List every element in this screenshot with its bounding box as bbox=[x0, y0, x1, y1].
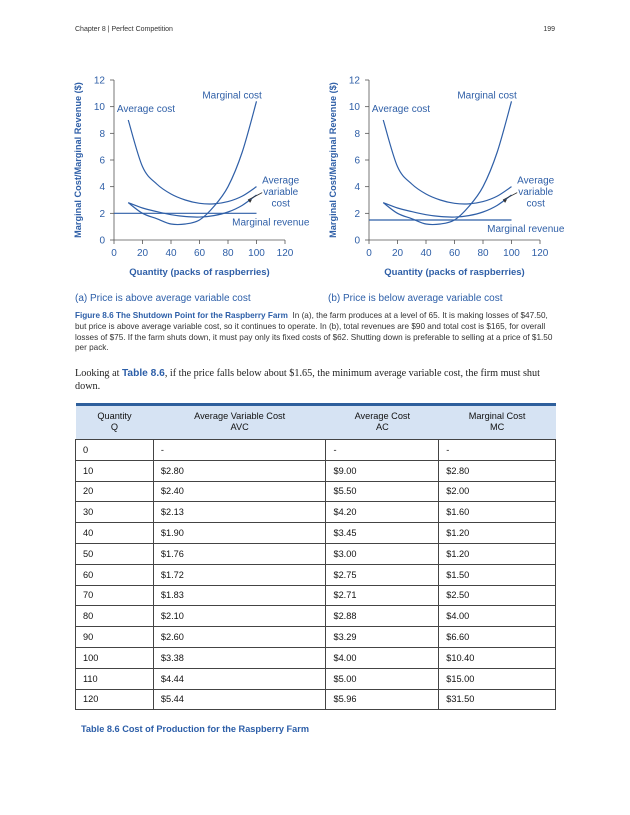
table-cell: $31.50 bbox=[439, 689, 556, 710]
table-cell: 80 bbox=[76, 606, 154, 627]
table-cell: $1.72 bbox=[153, 564, 326, 585]
table-cell: $3.45 bbox=[326, 523, 439, 544]
x-tick-label: 60 bbox=[448, 248, 461, 259]
table-cell: $1.50 bbox=[439, 564, 556, 585]
marginal-cost-label: Marginal cost bbox=[202, 90, 262, 102]
table-cell: 100 bbox=[76, 647, 154, 668]
x-tick-label: 40 bbox=[420, 248, 432, 259]
y-tick-label: 10 bbox=[348, 102, 360, 114]
table-cell: 0 bbox=[76, 440, 154, 461]
table-cell: $15.00 bbox=[439, 668, 556, 689]
x-tick-label: 80 bbox=[477, 248, 489, 259]
marginal-cost-curve bbox=[128, 101, 256, 224]
header-line: Q bbox=[110, 422, 119, 432]
table-caption: Table 8.6 Cost of Production for the Raspberry Farm bbox=[81, 724, 310, 734]
header-line: Average Variable Cost bbox=[194, 411, 286, 421]
table-cell: $2.60 bbox=[153, 627, 326, 648]
panel-a-label: (a) Price is above average variable cost bbox=[75, 293, 251, 304]
table-cell: $2.75 bbox=[326, 564, 439, 585]
intro-text-before: Looking at bbox=[75, 368, 122, 379]
y-tick-label: 0 bbox=[354, 235, 360, 247]
table-row bbox=[76, 440, 556, 461]
table-cell: - bbox=[326, 440, 439, 461]
table-cell: $5.00 bbox=[326, 668, 439, 689]
average-cost-label: Average cost bbox=[116, 104, 176, 115]
table-cell: $10.40 bbox=[439, 647, 556, 668]
average-variable-cost-label-line: cost bbox=[526, 198, 545, 210]
panel-b-label: (b) Price is below average variable cost bbox=[328, 293, 503, 304]
average-variable-cost-label-line: variable bbox=[518, 186, 554, 198]
table-cell: $2.13 bbox=[153, 502, 326, 523]
table-body bbox=[76, 440, 556, 710]
x-tick-label: 100 bbox=[503, 248, 520, 259]
header-mc bbox=[439, 405, 556, 440]
table-reference-link[interactable]: Table 8.6 bbox=[121, 368, 165, 379]
table-cell: $4.00 bbox=[326, 647, 439, 668]
table-cell: $3.00 bbox=[326, 543, 439, 564]
y-tick-label: 8 bbox=[354, 128, 360, 140]
table-cell: $1.76 bbox=[153, 543, 326, 564]
table-cell: $1.90 bbox=[153, 523, 326, 544]
y-tick-label: 4 bbox=[99, 182, 105, 194]
table-cell: $1.20 bbox=[439, 543, 556, 564]
table-cell: $2.80 bbox=[439, 460, 556, 481]
header-line: Marginal Cost bbox=[468, 411, 526, 421]
chart-panel-a bbox=[68, 62, 310, 280]
x-tick-label: 20 bbox=[136, 248, 149, 259]
table-cell: $4.00 bbox=[439, 606, 556, 627]
table-row bbox=[76, 523, 556, 544]
average-cost-label: Average cost bbox=[371, 104, 431, 115]
figure-caption-text: In (a), the farm produces at a level of 65. It is making losses of $47.50, but price is above average variable cost, so it continues to operate. In (b), total revenues are $90 and total cost is $165, for overall losses of $75. If the farm shuts down, it must pay only its fixed costs of $62. Shutting down is preferable to selling at a price of $1.50 per pack. bbox=[75, 311, 553, 353]
table-cell: $6.60 bbox=[439, 627, 556, 648]
y-tick-label: 2 bbox=[354, 208, 360, 220]
y-tick-label: 10 bbox=[93, 102, 105, 114]
table-cell: $1.60 bbox=[439, 502, 556, 523]
table-row bbox=[76, 481, 556, 502]
table-cell: 20 bbox=[76, 481, 154, 502]
header-line: MC bbox=[489, 422, 505, 432]
table-row bbox=[76, 627, 556, 648]
table-cell: $9.00 bbox=[326, 460, 439, 481]
table-cell: 70 bbox=[76, 585, 154, 606]
x-tick-label: 80 bbox=[222, 248, 234, 259]
average-cost-curve bbox=[383, 120, 511, 204]
table-row bbox=[76, 689, 556, 710]
header-line: AC bbox=[375, 422, 389, 432]
table-header-row bbox=[76, 405, 556, 440]
running-header-chapter: Chapter 8 | Perfect Competition bbox=[75, 26, 173, 33]
cost-table bbox=[75, 403, 556, 710]
x-tick-label: 0 bbox=[111, 248, 117, 259]
table-cell: 90 bbox=[76, 627, 154, 648]
average-variable-cost-label-line: Average bbox=[517, 175, 555, 187]
header-quantity bbox=[76, 405, 154, 440]
table-cell: $2.40 bbox=[153, 481, 326, 502]
table-cell: $4.20 bbox=[326, 502, 439, 523]
table-cell: $2.50 bbox=[439, 585, 556, 606]
header-line: Quantity bbox=[97, 411, 132, 421]
table-row bbox=[76, 606, 556, 627]
avc-pointer-line bbox=[248, 193, 262, 200]
table-row bbox=[76, 585, 556, 606]
table-cell: $3.38 bbox=[153, 647, 326, 668]
marginal-revenue-label: Marginal revenue bbox=[232, 217, 310, 229]
y-tick-label: 6 bbox=[99, 155, 105, 167]
y-axis-label: Marginal Cost/Marginal Revenue ($) bbox=[328, 82, 338, 238]
average-variable-cost-label-line: Average bbox=[262, 175, 300, 187]
table-cell: $1.20 bbox=[439, 523, 556, 544]
table-cell: $2.71 bbox=[326, 585, 439, 606]
table-row bbox=[76, 543, 556, 564]
table-cell: 40 bbox=[76, 523, 154, 544]
figure-caption-title: Figure 8.6 The Shutdown Point for the Raspberry Farm bbox=[75, 311, 288, 320]
intro-paragraph bbox=[75, 367, 555, 394]
figure-caption bbox=[75, 311, 555, 354]
table-cell: $2.80 bbox=[153, 460, 326, 481]
x-axis-label: Quantity (packs of raspberries) bbox=[129, 267, 270, 278]
table-cell: $3.29 bbox=[326, 627, 439, 648]
y-tick-label: 2 bbox=[99, 208, 105, 220]
y-tick-label: 6 bbox=[354, 155, 360, 167]
table-row bbox=[76, 647, 556, 668]
table-cell: 120 bbox=[76, 689, 154, 710]
table-cell: $5.50 bbox=[326, 481, 439, 502]
x-tick-label: 40 bbox=[165, 248, 177, 259]
marginal-cost-curve bbox=[383, 101, 511, 224]
x-tick-label: 120 bbox=[276, 248, 294, 259]
table-cell: - bbox=[439, 440, 556, 461]
header-line: Average Cost bbox=[354, 411, 411, 421]
table-cell: $5.96 bbox=[326, 689, 439, 710]
table-cell: 110 bbox=[76, 668, 154, 689]
x-tick-label: 0 bbox=[366, 248, 372, 259]
x-tick-label: 60 bbox=[193, 248, 206, 259]
table-cell: 60 bbox=[76, 564, 154, 585]
header-line: AVC bbox=[230, 422, 249, 432]
table-row bbox=[76, 564, 556, 585]
intro-text-after: , if the price falls below about $1.65, the minimum average variable cost, the firm must shut down. bbox=[75, 368, 540, 393]
marginal-revenue-label: Marginal revenue bbox=[487, 224, 565, 235]
table-cell: 30 bbox=[76, 502, 154, 523]
average-variable-cost-label-line: cost bbox=[271, 198, 290, 210]
table-row bbox=[76, 460, 556, 481]
table-cell: $2.00 bbox=[439, 481, 556, 502]
table-row bbox=[76, 668, 556, 689]
table-cell: 10 bbox=[76, 460, 154, 481]
y-tick-label: 12 bbox=[348, 75, 360, 87]
table-cell: 50 bbox=[76, 543, 154, 564]
x-tick-label: 120 bbox=[531, 248, 549, 259]
table-cell: $2.10 bbox=[153, 606, 326, 627]
x-tick-label: 100 bbox=[248, 248, 265, 259]
table-cell: - bbox=[153, 440, 326, 461]
y-tick-label: 8 bbox=[99, 128, 105, 140]
table-cell: $5.44 bbox=[153, 689, 326, 710]
table-cell: $4.44 bbox=[153, 668, 326, 689]
avc-pointer-line bbox=[503, 193, 517, 200]
y-tick-label: 12 bbox=[93, 75, 105, 87]
table-cell: $1.83 bbox=[153, 585, 326, 606]
y-axis-label: Marginal Cost/Marginal Revenue ($) bbox=[73, 82, 83, 238]
table-row bbox=[76, 502, 556, 523]
chart-panel-b bbox=[323, 62, 565, 280]
marginal-cost-label: Marginal cost bbox=[457, 90, 517, 102]
average-cost-curve bbox=[128, 120, 256, 204]
x-axis-label: Quantity (packs of raspberries) bbox=[384, 267, 525, 278]
x-tick-label: 20 bbox=[391, 248, 404, 259]
header-ac bbox=[326, 405, 439, 440]
average-variable-cost-label-line: variable bbox=[263, 186, 299, 198]
page-number: 199 bbox=[543, 26, 555, 33]
y-tick-label: 0 bbox=[99, 235, 105, 247]
header-avc bbox=[153, 405, 326, 440]
table-cell: $2.88 bbox=[326, 606, 439, 627]
y-tick-label: 4 bbox=[354, 182, 360, 194]
